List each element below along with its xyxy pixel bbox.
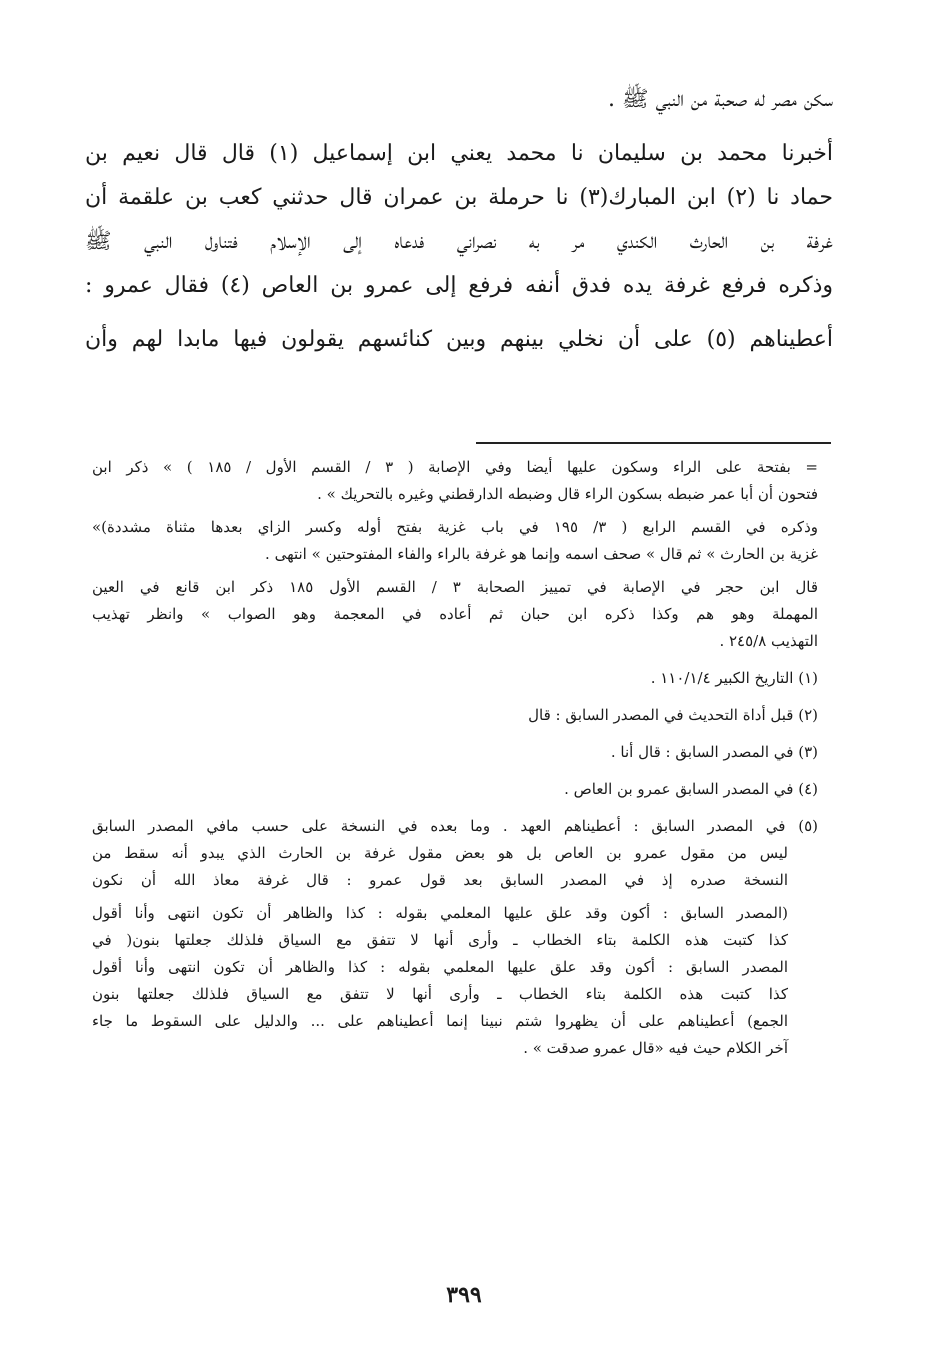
footnote-3: (٣) في المصدر السابق : قال أنا . [610, 743, 818, 761]
page-number: ٣٩٩ [446, 1282, 482, 1308]
footnotes [92, 454, 818, 1062]
footnote-line: التهذيب ٢٤٥/٨ . [719, 632, 818, 650]
main-line: أعطيناهم (٥) على أن نخلي بينهم وبين كنائسهم يقولون فيها مابدا لهم وأن [85, 327, 833, 352]
footnote-5-line: كذا كتبت هذه الكلمة بتاء الخطاب ـ وأرى أنها لا تتفق مع السياق فلذلك جعلتها بنون( في [92, 931, 788, 949]
main-text [85, 78, 833, 362]
footnote-line: وذكره في القسم الرابع ( ٣/ ١٩٥ في باب غزية بفتح أوله وكسر الزاي بعدها مثناة مشددة)» [92, 518, 818, 536]
footnote-4: (٤) في المصدر السابق عمرو بن العاص . [564, 780, 818, 798]
footnote-5-line: ليس من مقول عمرو بن العاص بل هو بعض مقول غرفة بن الحارث الذي يبدو أنه سقط من [92, 844, 788, 862]
footnote-line: غزية بن الحارث » ثم قال » صحف اسمه وإنما هو غرفة بالراء والفاء المفتوحتين » انتهى . [265, 545, 818, 563]
main-line: سكن مصر له صحبة من النبي ﷺ . [608, 87, 833, 112]
footnote-5-line: الجمع) أعطيناهم على أن يظهروا شتم نبينا إنما أعطيناهم على ... والدليل على السقوط ما جاء [92, 1012, 788, 1030]
footnote-line: المهملة وهو هم وكذا ذكره ابن حبان ثم أعاده في المعجمة وهو الصواب » وانظر تهذيب [92, 605, 818, 623]
footnote-5: (٥) في المصدر السابق : أعطيناهم العهد . وما بعده في النسخة على حسب مافي المصدر السابق [92, 817, 818, 835]
footnote-line: قال ابن حجر في الإصابة في تمييز الصحابة ٣ / القسم الأول ١٨٥ ذكر ابن قانع في العين [92, 578, 818, 596]
main-line: حماد نا (٢) ابن المبارك(٣) نا حرملة بن عمران قال حدثني كعب بن علقمة أن [85, 185, 833, 210]
footnote-5-line: آخر الكلام حيث فيه «قال عمرو صدقت » . [523, 1039, 788, 1057]
footnote-line: فتحون أن أبا عمر ضبطه بسكون الراء قال وضبطه الدارقطني وغيره بالتحريك » . [317, 485, 818, 503]
footnote-5-line: كذا كتبت هذه الكلمة بتاء الخطاب ـ وأرى أنها لا تتفق مع السياق فلذلك جعلتها بنون [92, 985, 788, 1003]
footnote-line: = بفتحة على الراء وسكون عليها أيضا وفي الإصابة ( ٣ / القسم الأول / ١٨٥ ) » ذكر ابن [92, 458, 818, 476]
footnote-2: (٢) قبل أداة التحديث في المصدر السابق : قال [528, 706, 818, 724]
footnote-5-line: المصدر السابق : أكون وقد علق عليها المعلمي بقوله : كذا والظاهر أن تكون انتهى وأنا أقول [92, 958, 788, 976]
footnote-5-line: النسخة صدره إذ في المصدر السابق بعد قول عمرو : قال غرفة معاذ الله أن نكون [92, 871, 788, 889]
footnote-separator [476, 442, 831, 444]
footnote-1: (١) التاريخ الكبير ١١٠/١/٤ . [650, 669, 818, 687]
footnote-5-line: (المصدر السابق : أكون وقد علق عليها المعلمي بقوله : كذا والظاهر أن تكون انتهى وأنا أقول [92, 904, 788, 922]
main-line: أخبرنا محمد بن سليمان نا محمد يعني ابن إسماعيل (١) قال قال نعيم بن [85, 141, 833, 166]
main-line: غرفة بن الحارث الكندي مر به نصراني فدعاه إلى الإسلام فتناول النبي ﷺ [85, 229, 833, 254]
main-line: وذكره فرفع غرفة يده فدق أنفه فرفع إلى عمرو بن العاص (٤) فقال عمرو : [85, 273, 833, 298]
